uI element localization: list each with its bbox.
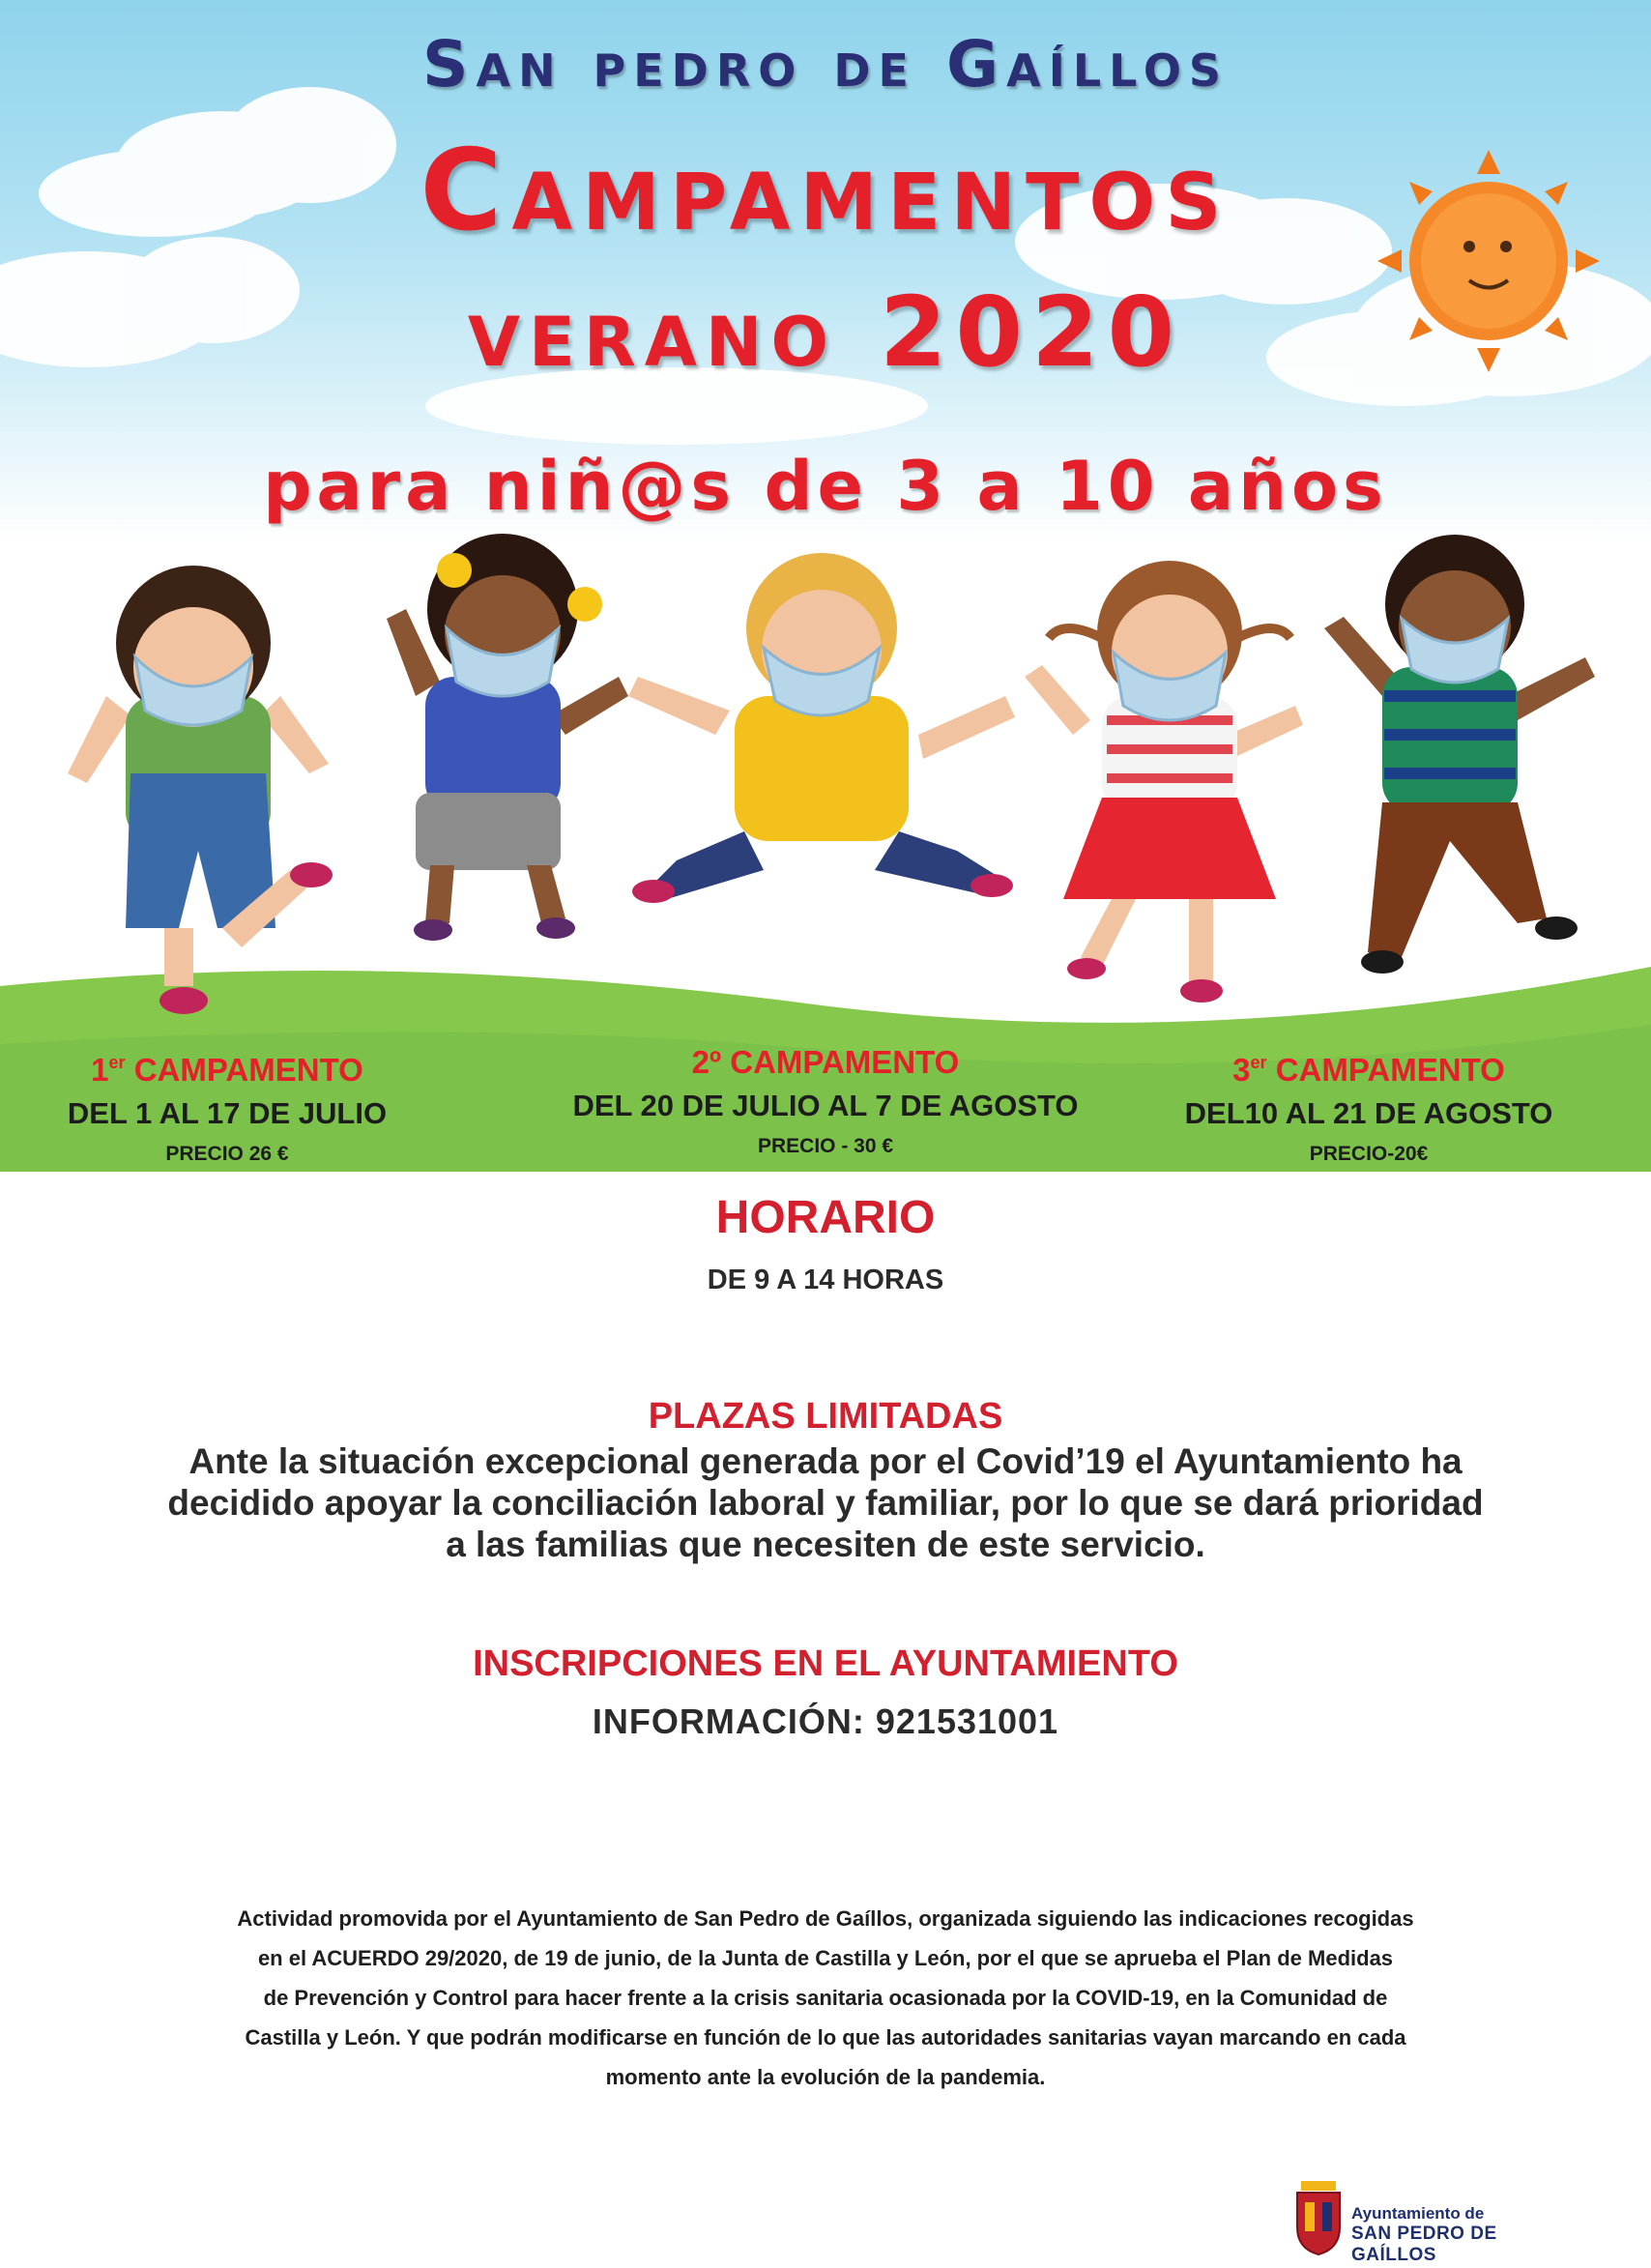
camp-block xyxy=(555,1040,1096,1166)
camp-block xyxy=(1175,1040,1562,1172)
camp-dates: DEL 20 DE JULIO AL 7 DE AGOSTO xyxy=(572,1089,1079,1122)
schedule-title: HORARIO xyxy=(715,1192,936,1243)
disclaimer-line: Castilla y León. Y que podrán modificarse en función de lo que las autoridades sanitarias vayan marcando en cada xyxy=(245,2025,1406,2050)
info-phone: INFORMACIÓN: 921531001 xyxy=(592,1701,1059,1741)
child-figure xyxy=(1025,561,1303,1003)
camp-title: 3er CAMPAMENTO xyxy=(1232,1052,1505,1088)
disclaimer-line: Actividad promovida por el Ayuntamiento de San Pedro de Gaíllos, organizada siguiendo las indicaciones recogidas xyxy=(237,1906,1414,1931)
places-line: decidido apoyar la conciliación laboral y familiar, por lo que se dará prioridad xyxy=(167,1483,1484,1523)
places-title: PLAZAS LIMITADAS xyxy=(648,1396,1003,1437)
camp-dates: DEL10 AL 21 DE AGOSTO xyxy=(1184,1096,1553,1130)
places-line: a las familias que necesiten de este servicio. xyxy=(446,1525,1205,1564)
town-hall-logo xyxy=(1291,2179,1562,2265)
subtitle: verano 2020 xyxy=(467,276,1184,389)
child-figure xyxy=(628,553,1015,903)
camp-title: 1er CAMPAMENTO xyxy=(91,1052,363,1088)
child-figure xyxy=(387,534,628,941)
child-figure xyxy=(1324,535,1595,974)
camp-dates: DEL 1 AL 17 DE JULIO xyxy=(67,1096,388,1130)
registration-title: INSCRIPCIONES EN EL AYUNTAMIENTO xyxy=(473,1643,1178,1684)
camp-price: PRECIO 26 € xyxy=(165,1143,289,1165)
schedule-text: DE 9 A 14 HORAS xyxy=(707,1265,944,1295)
disclaimer xyxy=(135,1899,1516,2097)
age-range: para niñ@s de 3 a 10 años xyxy=(263,447,1388,526)
logo-line: Ayuntamiento de xyxy=(1351,2204,1485,2223)
camp-price: PRECIO - 30 € xyxy=(757,1135,894,1157)
places-text xyxy=(0,1440,1651,1565)
disclaimer-line: de Prevención y Control para hacer frente a la crisis sanitaria ocasionada por la COVID-19, en la Comunidad de xyxy=(263,1986,1388,2010)
camp-price: PRECIO-20€ xyxy=(1309,1143,1429,1165)
main-title: Campamentos xyxy=(420,126,1231,256)
camp-block xyxy=(48,1040,406,1172)
places-line: Ante la situación excepcional generada por el Covid’19 el Ayuntamiento ha xyxy=(188,1441,1463,1481)
disclaimer-line: momento ante la evolución de la pandemia. xyxy=(605,2065,1046,2089)
child-figure xyxy=(68,566,333,1014)
camp-title: 2º CAMPAMENTO xyxy=(691,1044,960,1080)
town-title: San pedro de Gaíllos xyxy=(421,27,1230,102)
logo-line: SAN PEDRO DE GAÍLLOS xyxy=(1351,2224,1497,2265)
coat-of-arms-icon xyxy=(1291,2179,1346,2256)
disclaimer-line: en el ACUERDO 29/2020, de 19 de junio, de la Junta de Castilla y León, por el que se aprueba el Plan de Medidas xyxy=(257,1946,1394,1970)
